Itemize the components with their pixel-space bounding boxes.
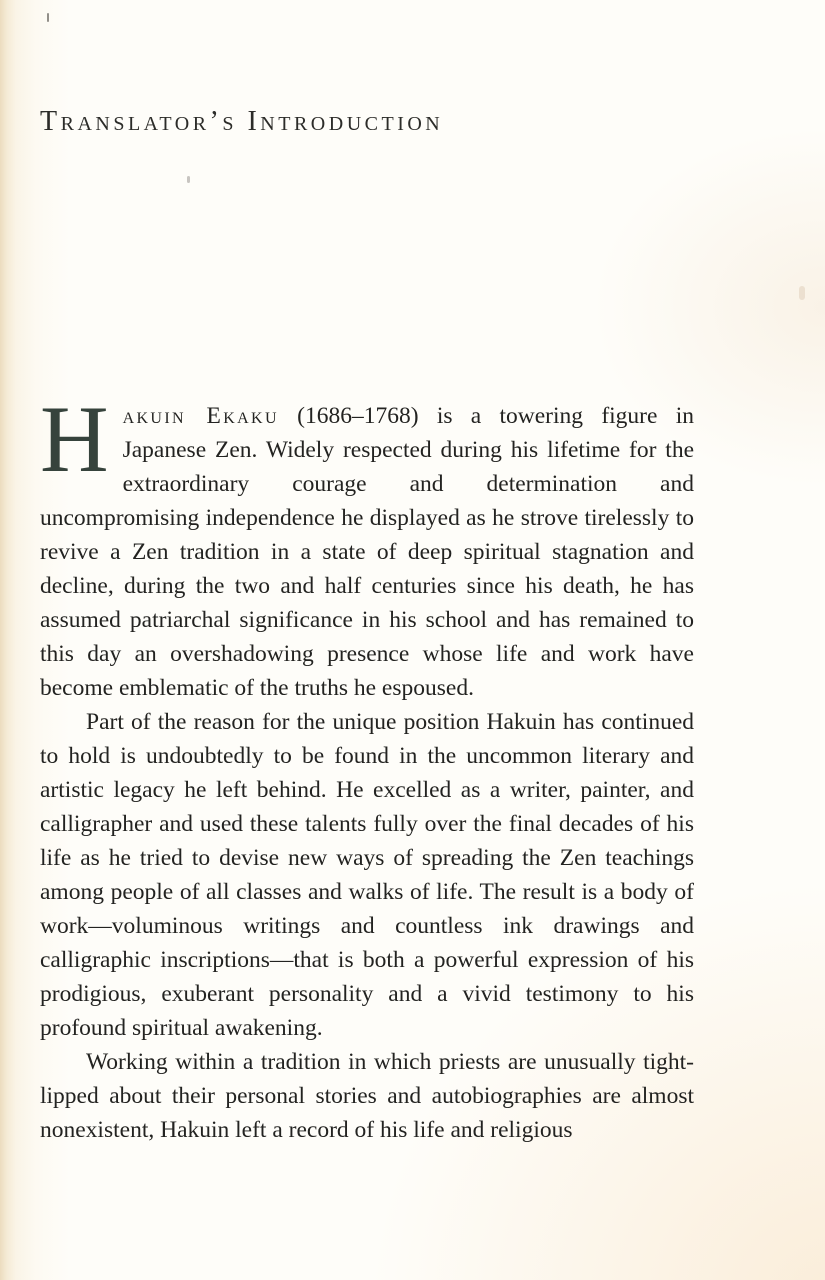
scan-speck: [187, 176, 190, 183]
paragraph-opening: [40, 386, 694, 705]
body-text-block: [40, 386, 694, 1147]
paragraph-legacy: Part of the reason for the unique position Hakuin has continued to hold is undoubtedly to be found in the uncommon literary and artistic legacy he left behind. He excelled as a writer, painter, and calligrapher and used these talents fully over the final decades of his life as he tried to devise new ways of spreading the Zen teachings among people of all classes and walks of life. The result is a body of work—voluminous writings and countless ink drawings and calligraphic inscriptions—that is both a powerful expression of his prodigious, exuberant personality and a vivid testimony to his profound spiritual awakening.: [40, 709, 694, 1041]
opening-smallcaps: akuin Ekaku: [122, 403, 279, 429]
paragraph-opening-text: (1686–1768) is a towering figure in Japanese Zen. Widely respected during his lifetime for the extraordinary courage and determination and uncompromising independence he displayed as he strove tirelessly to revive a Zen tradition in a state of deep spiritual stagnation and decline, during the two and half centuries since his death, he has assumed patriarchal significance in his school and has remained to this day an overshadowing presence whose life and work have become emblematic of the truths he espoused.: [40, 403, 694, 701]
scan-speck: [47, 13, 49, 22]
chapter-heading: Translator’s Introduction: [40, 106, 444, 137]
paragraph-tradition: Working within a tradition in which priests are unusually tight-lipped about their personal stories and autobiographies are almost nonexistent, Hakuin left a record of his life and religious: [40, 1049, 694, 1143]
dropcap-letter: H: [40, 386, 109, 492]
scan-speck: [799, 286, 805, 300]
